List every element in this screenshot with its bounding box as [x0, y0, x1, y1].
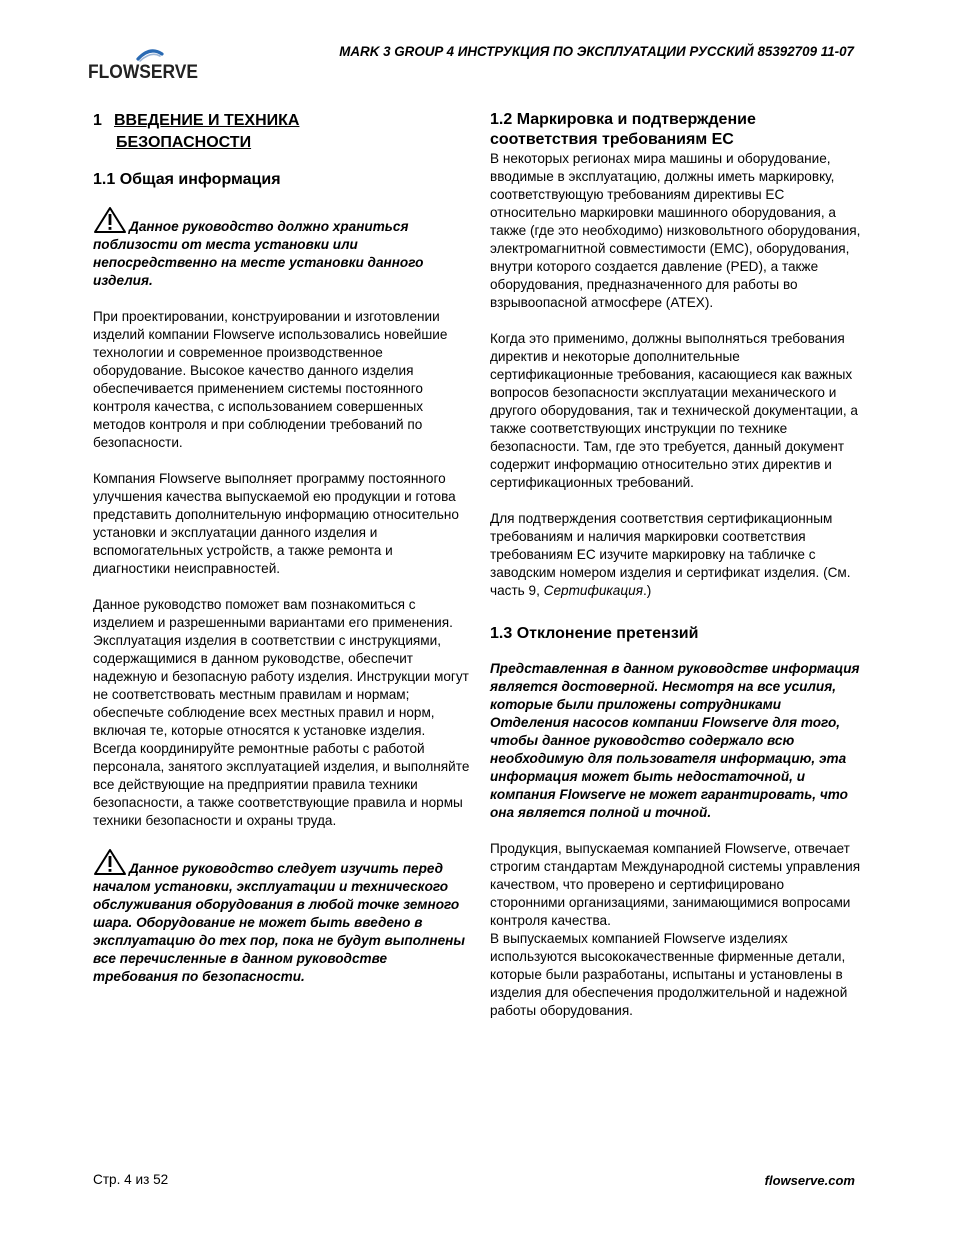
- paragraph-text-end: .): [642, 583, 652, 598]
- logo-wordmark: FLOWSERVE: [88, 61, 198, 83]
- subsection-heading-1-2: 1.2 Маркировка и подтверждение соответствия требованиям ЕС: [490, 111, 756, 148]
- warning-text: Данное руководство должно храниться поблизости от места установки или непосредственно на месте установки данного изделия.: [93, 219, 424, 288]
- paragraph: [490, 510, 862, 600]
- warning-note: [93, 206, 471, 290]
- section-heading: [93, 110, 471, 154]
- subsection-heading-1-3: 1.3 Отклонение претензий: [490, 625, 699, 642]
- warning-text: Данное руководство следует изучить перед началом установки, эксплуатации и технического обслуживания оборудования в любой точке земного шара. Оборудование не может быть введено в эксплуатацию до тех пор, пока не будут выполнены все перечисленные в данном руководстве требования по безопасности.: [93, 861, 465, 984]
- subsection-heading-1-1: 1.1 Общая информация: [93, 171, 281, 188]
- section-number: 1: [93, 112, 102, 129]
- flowserve-logo: [88, 44, 200, 90]
- paragraph: В выпускаемых компанией Flowserve изделиях используются высококачественные фирменные детали, которые были разработаны, испытаны и установлены в изделия для обеспечения продолжительной и надежной работы оборудования.: [490, 931, 848, 1018]
- warning-icon: [93, 848, 127, 876]
- website-link[interactable]: flowserve.com: [764, 1173, 855, 1188]
- paragraph: Компания Flowserve выполняет программу постоянного улучшения качества выпускаемой ею продукции и готова представить дополнительную информацию относительно установки и эксплуатации данного изделия и вспомогательных устройств, а также ремонта и диагностики неисправностей.: [93, 471, 459, 576]
- paragraph: Когда это применимо, должны выполняться требования директив и некоторые дополнительные сертификационные требования, касающиеся как важных вопросов безопасности эксплуатации механического и другого оборудования, так и технической документации, а также соответствующих инструкции по технике безопасности. Там, где это требуется, данный документ содержит информацию относительно этих директив и сертификационных требований.: [490, 331, 858, 490]
- right-column: [490, 110, 862, 1020]
- section-title-line1: ВВЕДЕНИЕ И ТЕХНИКА: [114, 112, 300, 129]
- section-title-line2: БЕЗОПАСНОСТИ: [116, 134, 252, 151]
- disclaimer-text: Представленная в данном руководстве информация является достоверной. Несмотря на все усилия, которые были приложены сотрудниками Отделения насосов компании Flowserve для того, чтобы данное руководство содержало всю необходимую для пользователя информацию, эта информация может быть недостаточной, и компания Flowserve не может гарантировать, что она является полной и точной.: [490, 661, 860, 820]
- paragraph: В некоторых регионах мира машины и оборудование, вводимые в эксплуатацию, должны иметь маркировку, соответствующую требованиям директивы ЕС относительно маркировки машинного оборудования, а также (где это необходимо) низковольтного оборудования, электромагнитной совместимости (EMC), оборудования, внутри которого создается давление (PED), а также оборудования, предназначенного для работы во взрывоопасной атмосфере (ATEX).: [490, 151, 861, 310]
- paragraph: Данное руководство поможет вам познакомиться с изделием и разрешенными вариантами его применения. Эксплуатация изделия в соответствии с инструкциями, содержащимися в данном руководстве, обеспечит надежную и безопасную работу изделия. Инструкции могут не соответствовать местным правилам и нормам; обеспечьте соблюдение всех местных правил и норм, включая те, которые относятся к установке изделия. Всегда координируйте ремонтные работы с работой персонала, занятого эксплуатацией изделия, и выполняйте все действующие на предприятии правила техники безопасности, а также соответствующие правила и нормы техники безопасности и охраны труда.: [93, 597, 470, 828]
- paragraph: При проектировании, конструировании и изготовлении изделий компании Flowserve использовались новейшие технологии и современное производственное оборудование. Высокое качество данного изделия обеспечивается применением системы постоянного контроля качества, с использованием совершенных методов контроля и при соблюдении требований по безопасности.: [93, 309, 448, 450]
- left-column: [93, 110, 471, 1004]
- paragraph: Продукция, выпускаемая компанией Flowserve, отвечает строгим стандартам Международной системы управления качеством, что проверено и сертифицировано сторонними организациями, занимающимися вопросами контроля качества.: [490, 841, 861, 928]
- paragraph-text: Для подтверждения соответствия сертификационным требованиям и наличия маркировки соответствия требованиям ЕС изучите маркировку на табличке с заводским номером изделия и сертификат изделия. (См. часть 9,: [490, 511, 851, 598]
- document-header-title: MARK 3 GROUP 4 ИНСТРУКЦИЯ ПО ЭКСПЛУАТАЦИИ РУССКИЙ 85392709 11-07: [339, 44, 854, 59]
- warning-icon: [93, 206, 127, 234]
- page-number: Стр. 4 из 52: [93, 1172, 169, 1187]
- section-reference: Сертификация: [543, 583, 643, 598]
- warning-note: [93, 848, 471, 986]
